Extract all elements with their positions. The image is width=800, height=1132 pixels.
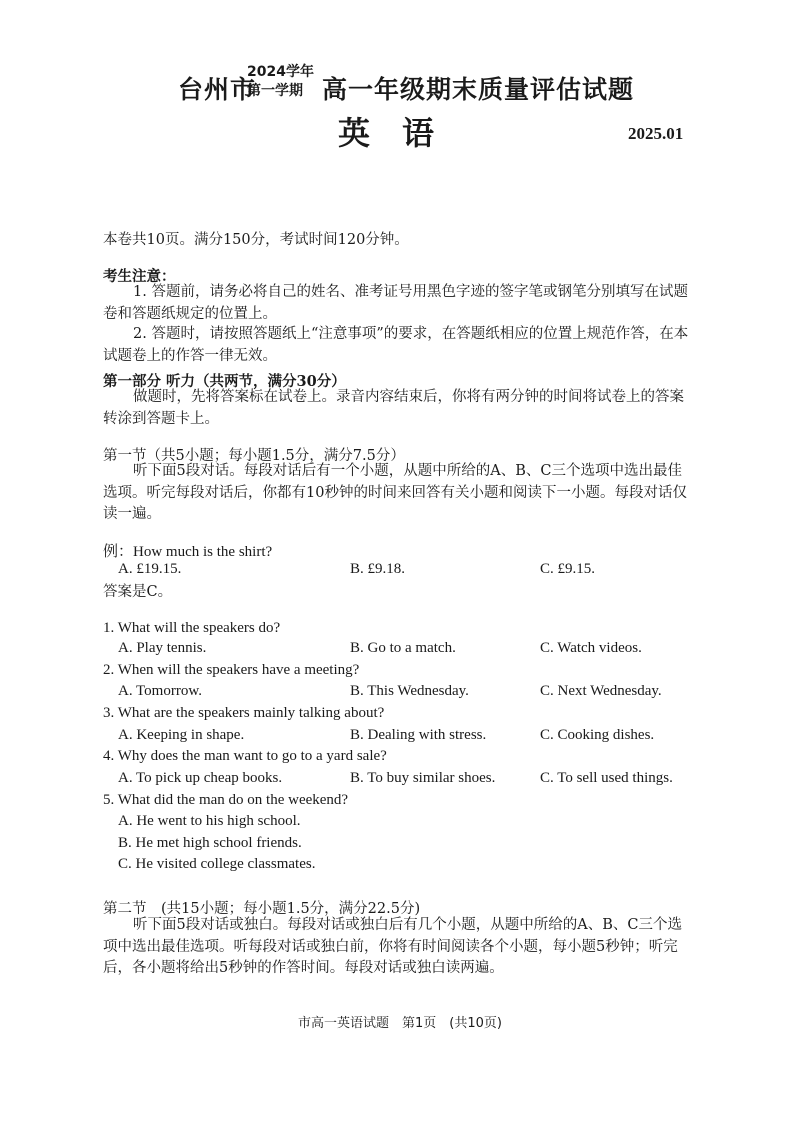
question-3: 3. What are the speakers mainly talking about?: [103, 705, 385, 721]
q3-option-a: A. Keeping in shape.: [118, 727, 245, 743]
header-term: 第一学期: [247, 83, 303, 99]
q1-option-c: C. Watch videos.: [540, 640, 642, 656]
q4-option-a: A. To pick up cheap books.: [118, 770, 283, 786]
subject-title: 英 语: [338, 114, 435, 152]
q2-option-b: B. This Wednesday.: [350, 683, 469, 699]
intro-text: 本卷共10页。满分150分，考试时间120分钟。: [103, 232, 409, 248]
section2-instructions: 听下面5段对话或独白。每段对话或独白后有几个小题，从题中所给的A、B、C三个选项中选出最佳选项。听每段对话或独白前，你将有时间阅读各个小题，每小题5秒钟；听完后，各小题将给出5秒钟的作答时间。每段对话或独白读两遍。: [103, 917, 682, 976]
section1-heading: 第一节（共5小题；每小题1.5分，满分7.5分）: [103, 448, 405, 464]
q3-option-b: B. Dealing with stress.: [350, 727, 487, 743]
part1-instructions: 做题时，先将答案标在试卷上。录音内容结束后，你将有两分钟的时间将试卷上的答案转涂到答题卡上。: [103, 389, 684, 427]
section1-instructions: 听下面5段对话。每段对话后有一个小题，从题中所给的A、B、C三个选项中选出最佳选项。听完每段对话后，你都有10秒钟的时间来回答有关小题和阅读下一小题。每段对话仅读一遍。: [103, 463, 687, 522]
q3-option-c: C. Cooking dishes.: [540, 727, 655, 743]
q5-option-a: A. He went to his high school.: [118, 813, 301, 829]
header-city: 台州市: [178, 75, 257, 104]
header-year: 2024学年: [247, 64, 314, 80]
q4-option-c: C. To sell used things.: [540, 770, 673, 786]
page-footer: 市高一英语试题 第1页 (共10页): [298, 1016, 502, 1031]
q5-option-c: C. He visited college classmates.: [118, 856, 316, 872]
example-option-b: B. £9.18.: [350, 561, 406, 577]
notice-heading: 考生注意：: [103, 268, 176, 285]
example-question: 例：How much is the shirt?: [103, 544, 273, 560]
example-option-c: C. £9.15.: [540, 561, 596, 577]
example-option-a: A. £19.15.: [118, 561, 182, 577]
q2-option-a: A. Tomorrow.: [118, 683, 202, 699]
exam-title: 高一年级期末质量评估试题: [322, 75, 635, 104]
exam-date: 2025.01: [628, 124, 684, 143]
question-4: 4. Why does the man want to go to a yard sale?: [103, 748, 387, 764]
section2-heading: 第二节 (共15小题；每小题1.5分，满分22.5分): [103, 901, 421, 917]
q4-option-b: B. To buy similar shoes.: [350, 770, 496, 786]
question-2: 2. When will the speakers have a meeting?: [103, 662, 360, 678]
notice-item-1: 1. 答题前，请务必将自己的姓名、准考证号用黑色字迹的签字笔或钢笔分别填写在试题卷和答题纸规定的位置上。: [103, 284, 688, 322]
q5-option-b: B. He met high school friends.: [118, 835, 302, 851]
part1-heading: 第一部分 听力（共两节，满分30分）: [103, 373, 346, 390]
notice-item-2: 2. 答题时，请按照答题纸上“注意事项”的要求，在答题纸相应的位置上规范作答，在本试题卷上的作答一律无效。: [103, 326, 689, 364]
example-answer: 答案是C。: [103, 584, 173, 600]
q1-option-a: A. Play tennis.: [118, 640, 207, 656]
question-1: 1. What will the speakers do?: [103, 620, 281, 636]
q2-option-c: C. Next Wednesday.: [540, 683, 662, 699]
question-5: 5. What did the man do on the weekend?: [103, 792, 349, 808]
q1-option-b: B. Go to a match.: [350, 640, 456, 656]
